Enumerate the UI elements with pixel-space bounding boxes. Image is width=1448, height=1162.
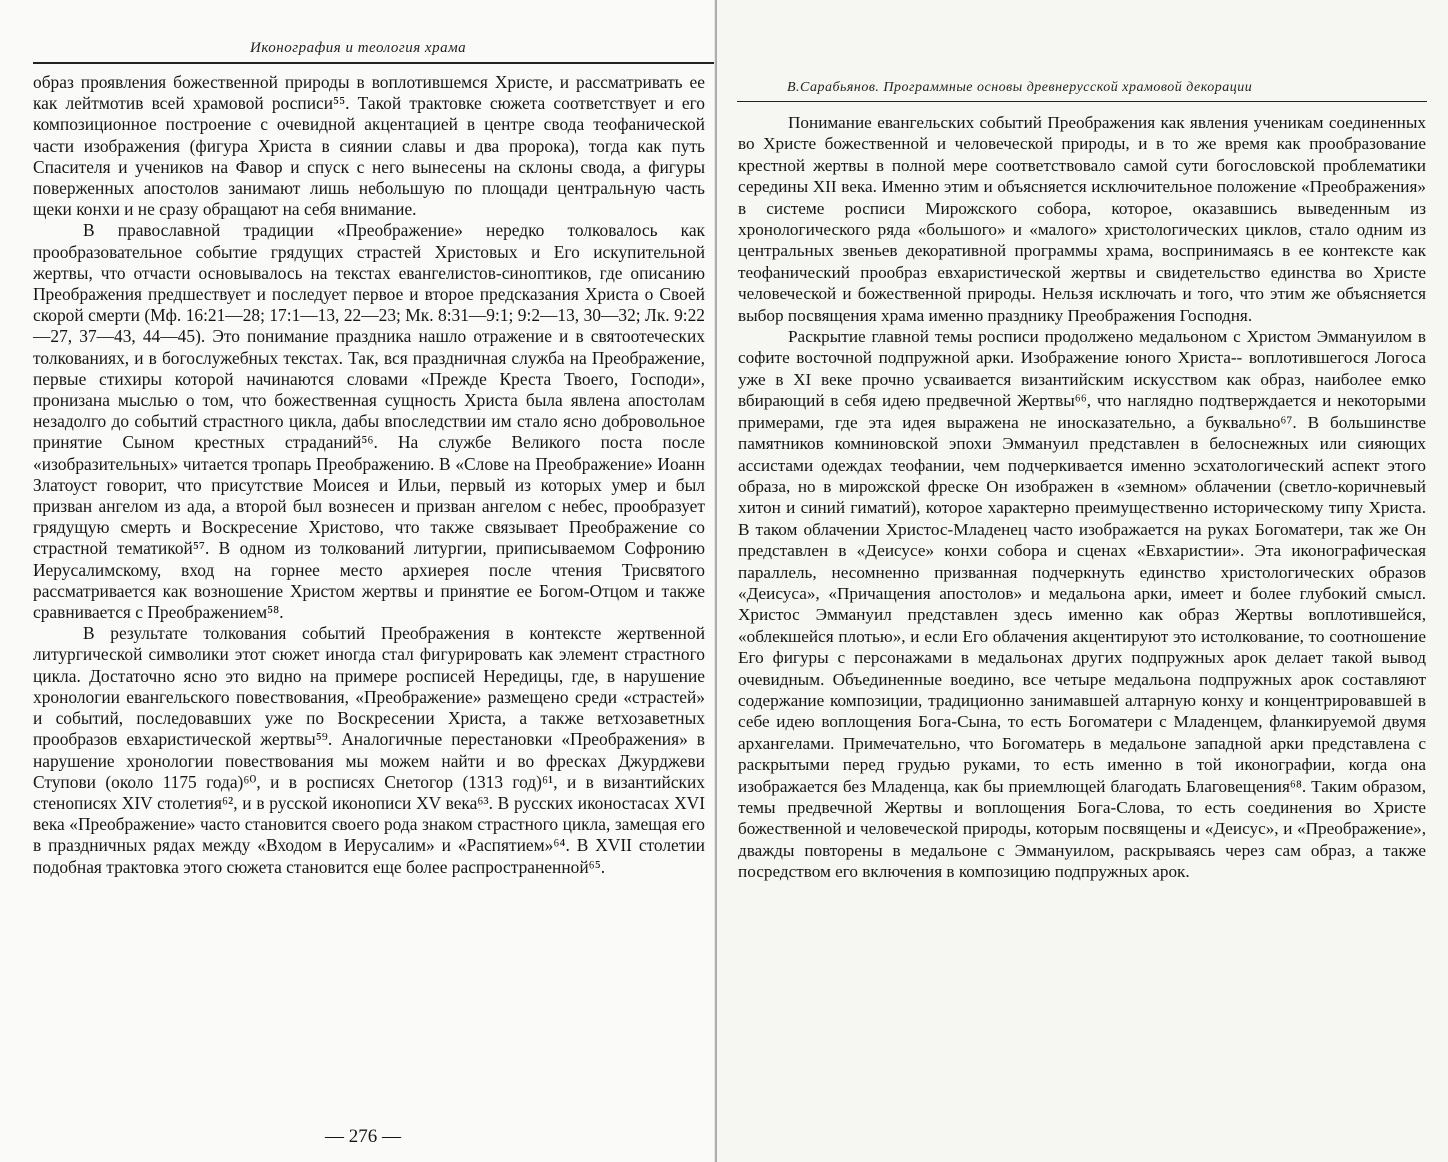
left-header-rule [33, 62, 717, 64]
left-paragraph-3: В результате толкования событий Преображения в контексте жертвенной литургической символики этот сюжет иногда стал фигурировать как элемент страстного цикла. Достаточно ясно это видно на примере росписей Нередицы, где, в нарушение хронологии евангельского повествования, «Преображение» размещено среди «страстей» и событий, последовавших уже по Воскресении Христа, а также ветхозаветных прообразов евхаристической жертвы⁵⁹. Аналогичные перестановки «Преображения» в нарушение хронологии повествования мы можем найти и во фресках Джурджеви Ступови (около 1175 года)⁶⁰, и в росписях Снетогор (1313 год)⁶¹, и в византийских стенописях XIV столетия⁶², и в русской иконописи XV века⁶³. В русских иконостасах XVI века «Преображение» часто становится своего рода знаком страстного цикла, замещая его в праздничных рядах между «Входом в Иерусалим» и «Распятием»⁶⁴. В XVII столетии подобная трактовка этого сюжета становится еще более распространенной⁶⁵. [33, 623, 705, 877]
left-page [0, 0, 717, 1162]
left-running-head: Иконография и теология храма [250, 40, 467, 56]
left-paragraph-2: В православной традиции «Преображение» нередко толковалось как прообразовательное событие грядущих страстей Христовых и Его искупительной жертвы, что отчасти основывалось на текстах евангелистов-синоптиков, где описанию Преображения предшествует и последует первое и второе предсказания Христа о Своей скорой смерти (Мф. 16:21—28; 17:1—13, 22—23; Мк. 8:31—9:1; 9:2—13, 30—32; Лк. 9:22—27, 37—43, 44—45). Это понимание праздника нашло отражение и в святоотеческих толкованиях, и в богослужебных текстах. Так, вся праздничная служба на Преображение, первые стихиры которой начинаются словами «Прежде Креста Твоего, Господи», пронизана мыслью о том, что божественная сущность Христа была явлена апостолам незадолго до событий страстного цикла, дабы впоследствии им стало ясно добровольное принятие Сыном крестных страданий⁵⁶. На службе Великого поста после «изобразительных» читается тропарь Преображению. В «Слове на Преображение» Иоанн Златоуст говорит, что присутствие Моисея и Ильи, первый из которых умер и был призван ангелом из ада, а второй был вознесен и призван ангелом с небес, прообразует грядущую смерть и Воскресение Христово, что также связывает Преображение со страстной тематикой⁵⁷. В одном из толкований литургии, приписываемом Софронию Иерусалимскому, вход на горнее место архиерея после чтения Трисвятого рассматривается как возношение Христом жертвы и принятие ее Богом-Отцом и также сравнивается с Преображением⁵⁸. [33, 220, 705, 623]
right-paragraph-1: Понимание евангельских событий Преображения как явления ученикам соединенных во Христе божественной и человеческой природы, и в то же время как прообразование крестной жертвы в полной мере соответствовало самой сути богословской проблематики середины XII века. Именно этим и объясняется исключительное положение «Преображения» в системе росписи Мирожского собора, которое, оказавшись выведенным из хронологического ряда «большого» и «малого» христологических циклов, стало одним из центральных звеньев декоративной программы храма, воспринимаясь в ее контексте как теофанический прообраз евхаристической жертвы и свидетельство единства во Христе человеческой и божественной природы. Нельзя исключать и того, что этим же объясняется выбор посвящения храма именно празднику Преображения Господня. [738, 113, 1426, 325]
right-page [717, 0, 1448, 1162]
right-header-rule [737, 101, 1427, 102]
page-number: — 276 — [325, 1126, 401, 1147]
right-body-text [738, 112, 1426, 883]
right-running-head: В.Сарабьянов. Программные основы древнерусской храмовой декорации [787, 80, 1253, 95]
right-paragraph-2: Раскрытие главной темы росписи продолжено медальоном с Христом Эммануилом в софите восточной подпружной арки. Изображение юного Христа-- воплотившегося Логоса уже в XI веке прочно усваивается византийским искусством как образ, наиболее емко вбирающий в себя идею предвечной Жертвы⁶⁶, что наглядно подтверждается и некоторыми примерами, где эта идея выражена не иносказательно, а буквально⁶⁷. В большинстве памятников комниновской эпохи Эммануил представлен в белоснежных или сияющих ассистами одеждах теофании, чем подчеркивается именно эсхатологический аспект этого образа, но в мирожской фреске Он изображен в «земном» облачении (светло-коричневый хитон и синий гиматий), которое характерно преимущественно историческому типу Христа. В таком облачении Христос-Младенец часто изображается на руках Богоматери, так же Он представлен в «Деисусе» конхи собора и сценах «Евхаристии». Эта иконографическая параллель, несомненно призванная подчеркнуть единство христологических образов «Деисуса», «Причащения апостолов» и медальона арки, имеет и более глубокий смысл. Христос Эммануил представлен здесь именно как образ Жертвы воплотившейся, «облекшейся плотью», и если Его облачения акцентируют это истолкование, то соотношение Его фигуры с персонажами в медальонах других подпружных арок делает такой вывод очевидным. Объединенные воедино, все четыре медальона подпружных арок составляют содержание композиции, традиционно занимавшей алтарную конху и концентрировавшей в себе идею воплощения Бога-Сына, то есть Богоматери с Младенцем, фланкируемой двумя архангелами. Примечательно, что Богоматерь в медальоне западной арки представлена с раскрытыми перед грудью руками, то есть именно в той иконографии, когда она изображается без Младенца, как бы приемлющей благодать Благовещения⁶⁸. Таким образом, темы предвечной Жертвы и воплощения Бога-Слова, то есть соединения во Христе божественной и человеческой природы, которым посвящены и «Деисус», и «Преображение», дважды повторены в медальоне с Эммануилом, раскрываясь через сам образ, а также посредством его включения в композицию подпружных арок. [738, 327, 1426, 882]
left-paragraph-1: образ проявления божественной природы в воплотившемся Христе, и рассматривать ее как лейтмотив всей храмовой росписи⁵⁵. Такой трактовке сюжета соответствует и его композиционное построение с очевидной акцентацией в центре свода теофанической части изображения (фигура Христа в сиянии славы и два пророка), тогда как путь Спасителя и учеников на Фавор и спуск с него вынесены на склоны свода, а фигуры поверженных апостолов занимают лишь небольшую по площади центральную часть щеки конхи и не сразу обращают на себя внимание. [33, 72, 705, 220]
left-body-text [33, 72, 705, 878]
